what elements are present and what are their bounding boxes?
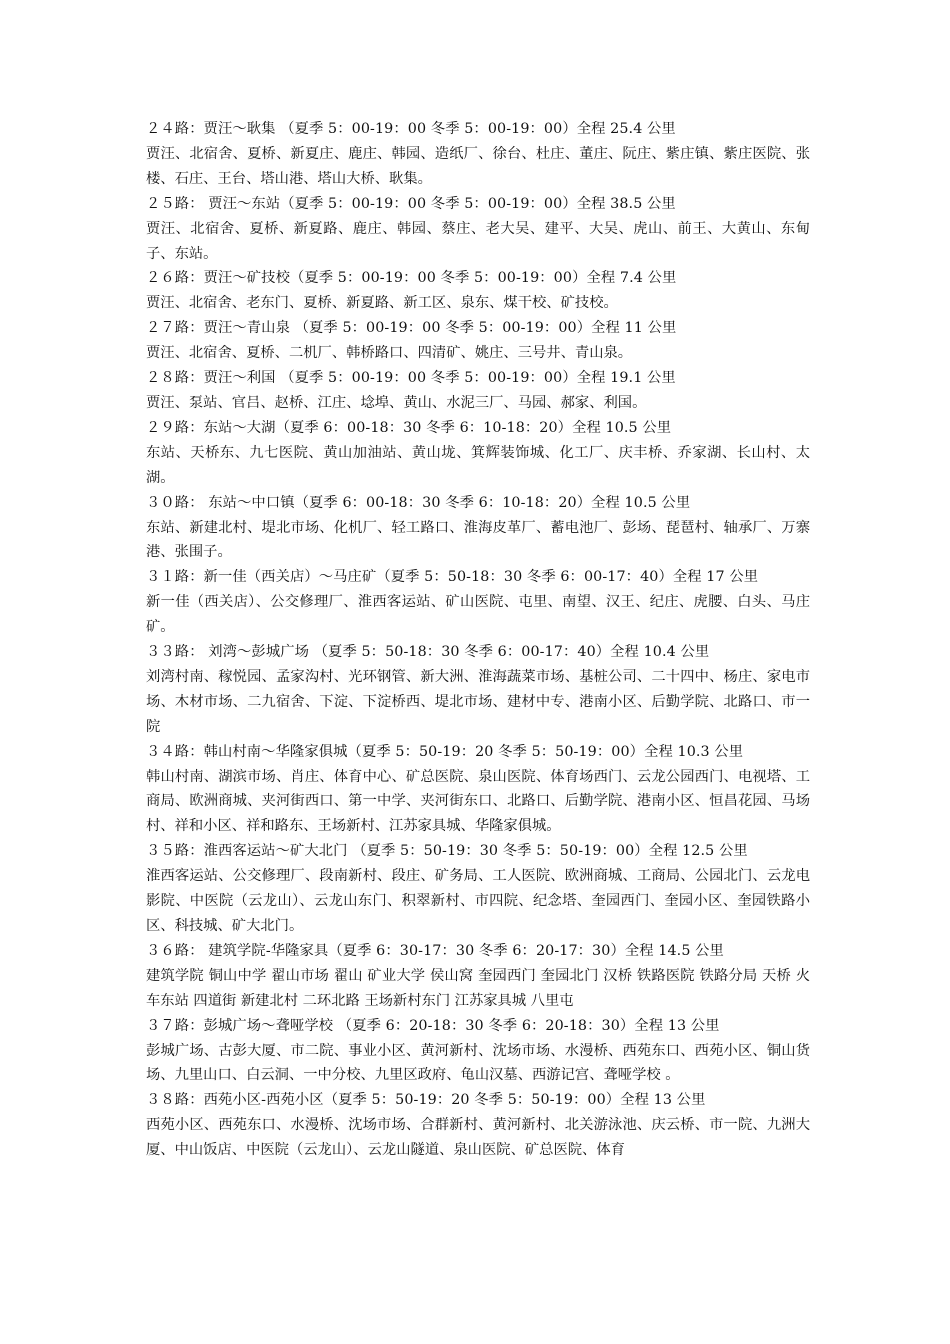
route-header: ３１路：新一佳（西关店）～马庄矿（夏季 5：50-18：30 冬季 6：00-17：40）全程 17 公里 [146,569,759,586]
route-header: ２５路： 贾汪～东站（夏季 5：00-19：00 冬季 5：00-19：00）全程 38.5 公里 [146,195,676,212]
route-entry-34 [146,740,810,840]
route-stops: 贾汪、北宿舍、老东门、夏桥、新夏路、新工区、泉东、煤干校、矿技校。 [146,295,618,312]
route-stops: 淮西客运站、公交修理厂、段南新村、段庄、矿务局、工人医院、欧洲商城、工商局、公园北门、云龙电影院、中医院（云龙山）、云龙山东门、积翠新村、市四院、纪念塔、奎园西门、奎园小区、奎园铁路小区、科技城、矿大北门。 [146,868,810,934]
route-header: ２８路：贾汪～利国 （夏季 5：00-19：00 冬季 5：00-19：00）全程 19.1 公里 [146,370,676,387]
route-header: ２６路：贾汪～矿技校（夏季 5：00-19：00 冬季 5：00-19：00）全程 7.4 公里 [146,270,677,287]
route-entry-33 [146,640,810,740]
route-stops: 彭城广场、古彭大厦、市二院、事业小区、黄河新村、沈场市场、水漫桥、西苑东口、西苑小区、铜山货场、九里山口、白云洞、一中分校、九里区政府、龟山汉墓、西游记宫、聋哑学校 。 [146,1042,810,1084]
route-entry-29 [146,416,810,491]
route-entry-30 [146,491,810,566]
route-header: ３７路：彭城广场～聋哑学校 （夏季 6：20-18：30 冬季 6：20-18：30）全程 13 公里 [146,1017,720,1034]
route-header: ２９路：东站～大湖（夏季 6：00-18：30 冬季 6：10-18：20）全程 10.5 公里 [146,419,672,436]
route-stops: 贾汪、北宿舍、夏桥、新夏路、鹿庄、韩园、蔡庄、老大吴、建平、大吴、虎山、前王、大黄山、东甸子、东站。 [146,220,810,262]
route-stops: 贾汪、北宿舍、夏桥、二机厂、韩桥路口、四清矿、姚庄、三号井、青山泉。 [146,345,633,362]
route-stops: 韩山村南、湖滨市场、肖庄、体育中心、矿总医院、泉山医院、体育场西门、云龙公园西门、电视塔、工商局、欧洲商城、夹河街西口、第一中学、夹河街东口、北路口、后勤学院、港南小区、恒昌花园、马场村、祥和小区、祥和路东、王场新村、江苏家具城、华隆家俱城。 [146,768,810,835]
route-entry-25 [146,192,810,267]
route-header: ３０路： 东站～中口镇（夏季 6：00-18：30 冬季 6：10-18：20）全程 10.5 公里 [146,494,691,511]
route-entry-36 [146,939,810,1014]
route-entry-31 [146,565,810,640]
route-entry-28 [146,366,810,416]
route-header: ３４路：韩山村南～华隆家俱城（夏季 5：50-19：20 冬季 5：50-19：00）全程 10.3 公里 [146,743,744,760]
route-header: ３３路： 刘湾～彭城广场 （夏季 5：50-18：30 冬季 6：00-17：40）全程 10.4 公里 [146,644,710,661]
route-stops: 刘湾村南、稼悦园、孟家沟村、光环钢管、新大洲、淮海蔬菜市场、基桩公司、二十四中、杨庄、家电市场、木材市场、二九宿舍、下淀、下淀桥西、堤北市场、建材中专、港南小区、后勤学院、北路口、市一院 [146,668,810,735]
route-stops: 建筑学院 铜山中学 翟山市场 翟山 矿业大学 侯山窝 奎园西门 奎园北门 汉桥 铁路医院 铁路分局 天桥 火车东站 四道街 新建北村 二环北路 王场新村东门 江苏家具城 八里屯 [146,967,810,1009]
route-entry-37 [146,1014,810,1089]
route-stops: 贾汪、北宿舍、夏桥、新夏庄、鹿庄、韩园、造纸厂、徐台、杜庄、董庄、阮庄、紫庄镇、紫庄医院、张楼、石庄、王台、塔山港、塔山大桥、耿集。 [146,145,810,187]
route-entry-24 [146,117,810,192]
route-entry-38 [146,1088,810,1163]
route-entry-27 [146,316,810,366]
route-stops: 贾汪、泵站、官吕、赵桥、江庄、埝埠、黄山、水泥三厂、马园、郝家、利国。 [146,394,647,411]
route-entry-35 [146,839,810,939]
route-stops: 东站、天桥东、九七医院、黄山加油站、黄山垅、箕辉装饰城、化工厂、庆丰桥、乔家湖、长山村、太湖。 [146,444,810,486]
route-entry-26 [146,266,810,316]
route-header: ３６路： 建筑学院-华隆家具（夏季 6：30-17：30 冬季 6：20-17：30）全程 14.5 公里 [146,942,724,959]
route-header: ２４路：贾汪～耿集 （夏季 5：00-19：00 冬季 5：00-19：00）全程 25.4 公里 [146,121,676,137]
route-header: ３８路：西苑小区-西苑小区（夏季 5：50-19：20 冬季 5：50-19：00）全程 13 公里 [146,1092,706,1109]
route-header: ３５路：淮西客运站～矿大北门 （夏季 5：50-19：30 冬季 5：50-19：00）全程 12.5 公里 [146,843,748,860]
route-stops: 东站、新建北村、堤北市场、化机厂、轻工路口、淮海皮革厂、蓄电池厂、彭场、琵琶村、轴承厂、万寨港、张围子。 [146,519,810,561]
route-stops: 西苑小区、西苑东口、水漫桥、沈场市场、合群新村、黄河新村、北关游泳池、庆云桥、市一院、九洲大厦、中山饭店、中医院（云龙山）、云龙山隧道、泉山医院、矿总医院、体育 [146,1117,810,1159]
document-page [146,117,810,1163]
route-header: ２７路：贾汪～青山泉 （夏季 5：00-19：00 冬季 5：00-19：00）全程 11 公里 [146,320,677,337]
route-stops: 新一佳（西关店）、公交修理厂、淮西客运站、矿山医院、屯里、南望、汉王、纪庄、虎腰、白头、马庄矿。 [146,594,810,636]
